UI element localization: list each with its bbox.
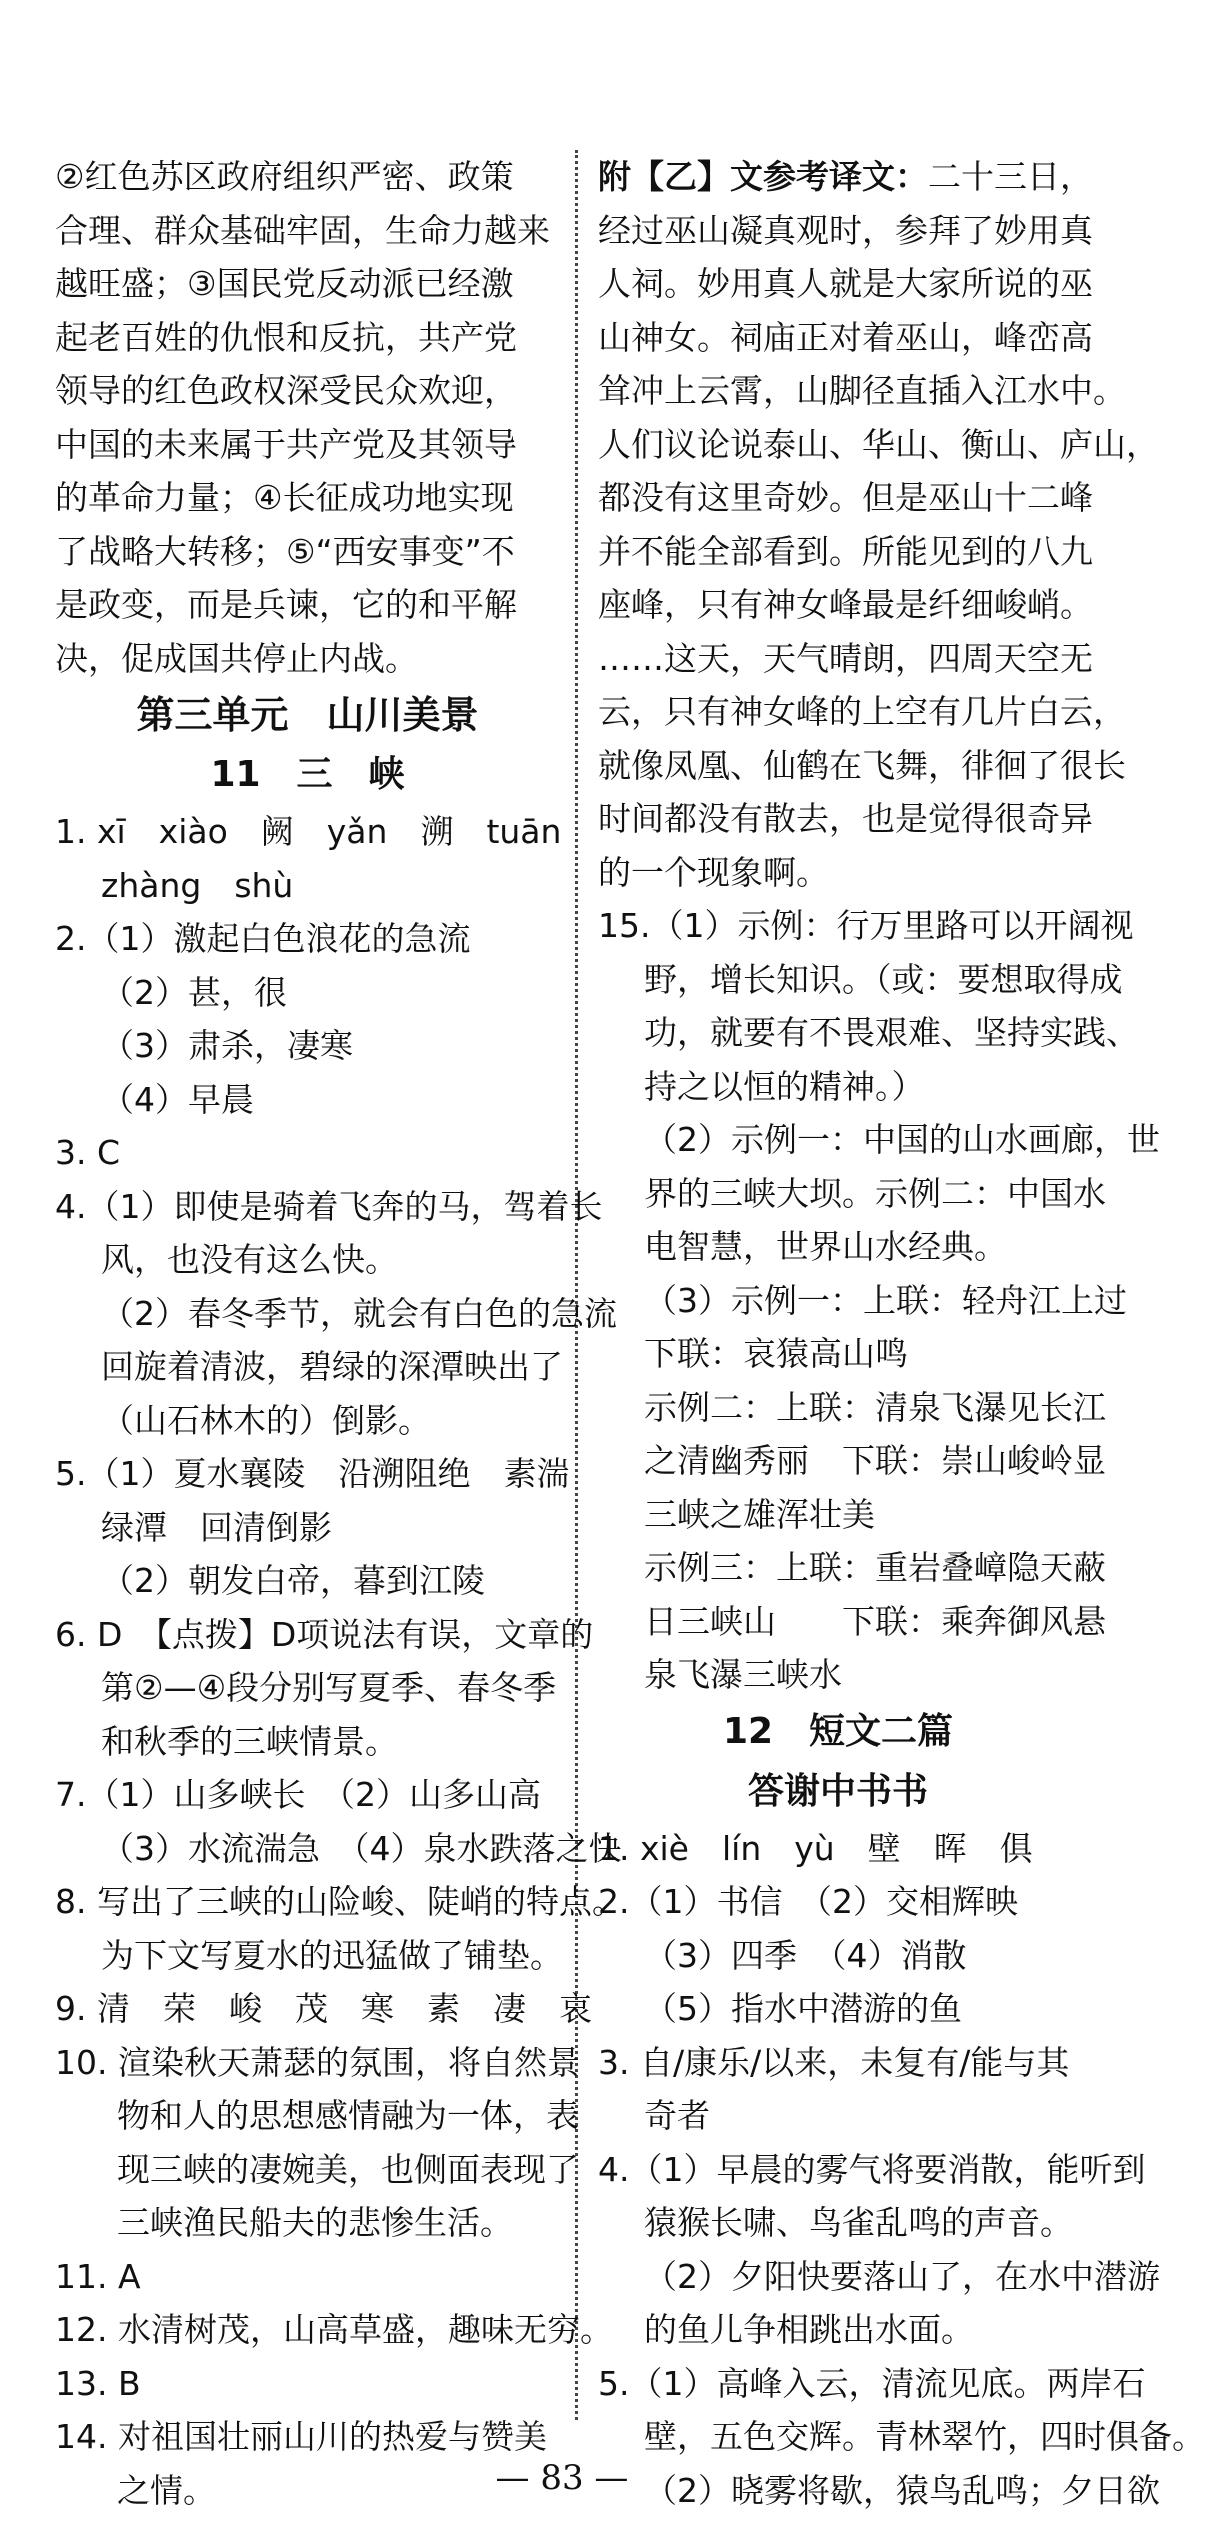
answer-line: 3. 自/康乐/以来，未复有/能与其 <box>598 2042 1070 2082</box>
answer-line: 12. 水清树茂，山高草盛，趣味无穷。 <box>55 2310 613 2349</box>
translation-paragraph <box>598 204 1159 900</box>
answer-line: 2.（1）激起白色浪花的急流 <box>55 919 471 958</box>
answer-line: 1. xī xiào 阙 yǎn 溯 tuān <box>55 812 562 851</box>
answer-line: 为下文写夏水的迅猛做了铺垫。 <box>101 1935 563 1975</box>
answer-line: （4）早晨 <box>101 1079 254 1119</box>
answer-line: 4.（1）早晨的雾气将要消散，能听到 <box>598 2149 1146 2189</box>
intro-line: 了战略大转移；⑤“西安事变”不 <box>55 531 515 571</box>
answer-line: 示例二：上联：清泉飞瀑见长江 <box>644 1387 1106 1427</box>
translation-line: 的一个现象啊。 <box>598 852 829 892</box>
subsection-title: 答谢中书书 <box>747 1770 928 1812</box>
page-number: — 83 — <box>495 2458 629 2498</box>
lesson-title-12: 12 短文二篇 <box>722 1710 954 1752</box>
intro-line: ②红色苏区政府组织严密、政策 <box>55 157 514 196</box>
answer-line: 猿猴长啸、鸟雀乱鸣的声音。 <box>644 2203 1073 2242</box>
answer-line: 14. 对祖国壮丽山川的热爱与赞美 <box>55 2417 547 2456</box>
translation-line: ……这天，天气晴朗，四周天空无 <box>598 638 1093 678</box>
answer-line: 3. C <box>55 1133 121 1172</box>
answer-line: （山石林木的）倒影。 <box>101 1400 431 1440</box>
intro-line: 的革命力量；④长征成功地实现 <box>55 478 514 517</box>
answer-line: 野，增长知识。（或：要想取得成 <box>644 959 1123 999</box>
left-intro-paragraph <box>55 150 560 685</box>
answer-line: zhàng shù <box>101 865 294 905</box>
translation-line: 座峰，只有神女峰最是纤细峻峭。 <box>598 585 1093 624</box>
answer-line: 持之以恒的精神。） <box>644 1066 925 1106</box>
answer-line: （2）甚，很 <box>101 972 287 1012</box>
answer-line: 之情。 <box>117 2470 216 2510</box>
right-column <box>598 150 1205 2517</box>
answer-12-list <box>598 1822 1205 2518</box>
intro-line: 领导的红色政权深受民众欢迎， <box>55 371 517 410</box>
answer-line: （3）肃杀，凄寒 <box>101 1026 353 1065</box>
lesson-title: 11 三 峡 <box>210 754 405 795</box>
translation-line: 山神女。祠庙正对着巫山，峰峦高 <box>598 317 1093 357</box>
translation-line: 人们议论说泰山、华山、衡山、庐山， <box>598 424 1159 464</box>
intro-line: 决，促成国共停止内战。 <box>55 638 418 678</box>
answer-line: 4.（1）即使是骑着飞奔的马，驾着长 <box>55 1186 603 1226</box>
intro-line: 起老百姓的仇恨和反抗，共产党 <box>55 317 517 357</box>
answer-line: 风，也没有这么快。 <box>101 1240 398 1279</box>
answer-15-list <box>598 899 1160 1702</box>
answer-line: 11. A <box>55 2256 141 2296</box>
answer-line: 13. B <box>55 2363 141 2403</box>
answer-line: 之清幽秀丽 下联：崇山峻岭显 <box>644 1441 1106 1480</box>
intro-line: 越旺盛；③国民党反动派已经激 <box>55 264 514 303</box>
answer-line: 7.（1）山多峡长 （2）山多山高 <box>55 1775 541 1814</box>
answer-line: （2）示例一：中国的山水画廊，世 <box>644 1120 1160 1159</box>
intro-line: 是政变，而是兵谏，它的和平解 <box>55 585 517 624</box>
unit-title: 第三单元 山川美景 <box>136 693 479 737</box>
translation-line: 都没有这里奇妙。但是巫山十二峰 <box>598 478 1093 517</box>
translation-first-text: 二十三日， <box>928 157 1093 196</box>
answer-line: 的鱼儿争相跳出水面。 <box>644 2310 974 2349</box>
translation-line: 就像凤凰、仙鹤在飞舞，徘徊了很长 <box>598 745 1126 785</box>
translation-line: 时间都没有散去，也是觉得很奇异 <box>598 799 1093 838</box>
answer-line: 9. 清 荣 峻 茂 寒 素 凄 哀 <box>55 1989 592 2028</box>
translation-line: 人祠。妙用真人就是大家所说的巫 <box>598 264 1093 303</box>
answer-line: （2）朝发白帝，暮到江陵 <box>101 1561 485 1600</box>
answer-line: 2.（1）书信 （2）交相辉映 <box>598 1882 1018 1921</box>
intro-line: 中国的未来属于共产党及其领导 <box>55 424 517 464</box>
answer-line: 壁，五色交辉。青林翠竹，四时俱备。 <box>644 2417 1205 2456</box>
answer-line: 绿潭 回清倒影 <box>101 1507 332 1547</box>
answer-line: 5.（1）高峰入云，清流见底。两岸石 <box>598 2363 1146 2403</box>
answer-line: 示例三：上联：重岩叠嶂隐天蔽 <box>644 1548 1106 1587</box>
answer-line: （2）晓雾将歇，猿鸟乱鸣；夕日欲 <box>644 2470 1160 2510</box>
answer-line: （3）示例一：上联：轻舟江上过 <box>644 1280 1127 1320</box>
answer-line: 6. D 【点拨】D项说法有误，文章的 <box>55 1614 594 1654</box>
answer-line: 15.（1）示例：行万里路可以开阔视 <box>598 906 1134 945</box>
answer-line: （3）水流湍急 （4）泉水跌落之快 <box>101 1828 622 1868</box>
answer-line: 电智慧，世界山水经典。 <box>644 1227 1007 1266</box>
answer-line: 和秋季的三峡情景。 <box>101 1721 398 1761</box>
translation-label: 附【乙】文参考译文： <box>598 157 928 196</box>
translation-first-line <box>598 150 1093 204</box>
answer-line: 奇者 <box>644 2096 710 2135</box>
answer-line: 8. 写出了三峡的山险峻、陡峭的特点。 <box>55 1882 625 1921</box>
answer-line: 5.（1）夏水襄陵 沿溯阻绝 素湍 <box>55 1454 570 1493</box>
translation-line: 经过巫山凝真观时，参拜了妙用真 <box>598 210 1093 250</box>
answer-line: 三峡渔民船夫的悲惨生活。 <box>117 2203 513 2242</box>
answer-line: 现三峡的凄婉美，也侧面表现了 <box>117 2149 579 2189</box>
answer-line: （3）四季 （4）消散 <box>644 1935 967 1975</box>
answer-line: （5）指水中潜游的鱼 <box>644 1989 962 2028</box>
translation-line: 耸冲上云霄，山脚径直插入江水中。 <box>598 371 1126 410</box>
answer-line: 三峡之雄浑壮美 <box>644 1494 875 1534</box>
answer-line: 物和人的思想感情融为一体，表 <box>117 2096 579 2135</box>
translation-line: 云，只有神女峰的上空有几片白云， <box>598 692 1126 731</box>
intro-line: 合理、群众基础牢固，生命力越来 <box>55 210 550 250</box>
answer-line: 下联：哀猿高山鸣 <box>644 1334 908 1373</box>
answer-line: 日三峡山 下联：乘奔御风悬 <box>644 1601 1106 1641</box>
answer-line: 泉飞瀑三峡水 <box>644 1655 842 1694</box>
answer-line: 功，就要有不畏艰难、坚持实践、 <box>644 1013 1139 1052</box>
answer-line: 第②—④段分别写夏季、春冬季 <box>101 1668 557 1707</box>
answer-line: （2）春冬季节，就会有白色的急流 <box>101 1293 617 1333</box>
answer-line: 10. 渲染秋天萧瑟的氛围，将自然景 <box>55 2042 580 2082</box>
answer-line: 1. xiè lín yù 壁 晖 俱 <box>598 1828 1033 1868</box>
answer-line: 界的三峡大坝。示例二：中国水 <box>644 1173 1106 1213</box>
translation-line: 并不能全部看到。所能见到的八九 <box>598 531 1093 571</box>
answer-line: 回旋着清波，碧绿的深潭映出了 <box>101 1347 563 1386</box>
answer-line: （2）夕阳快要落山了，在水中潜游 <box>644 2256 1160 2296</box>
